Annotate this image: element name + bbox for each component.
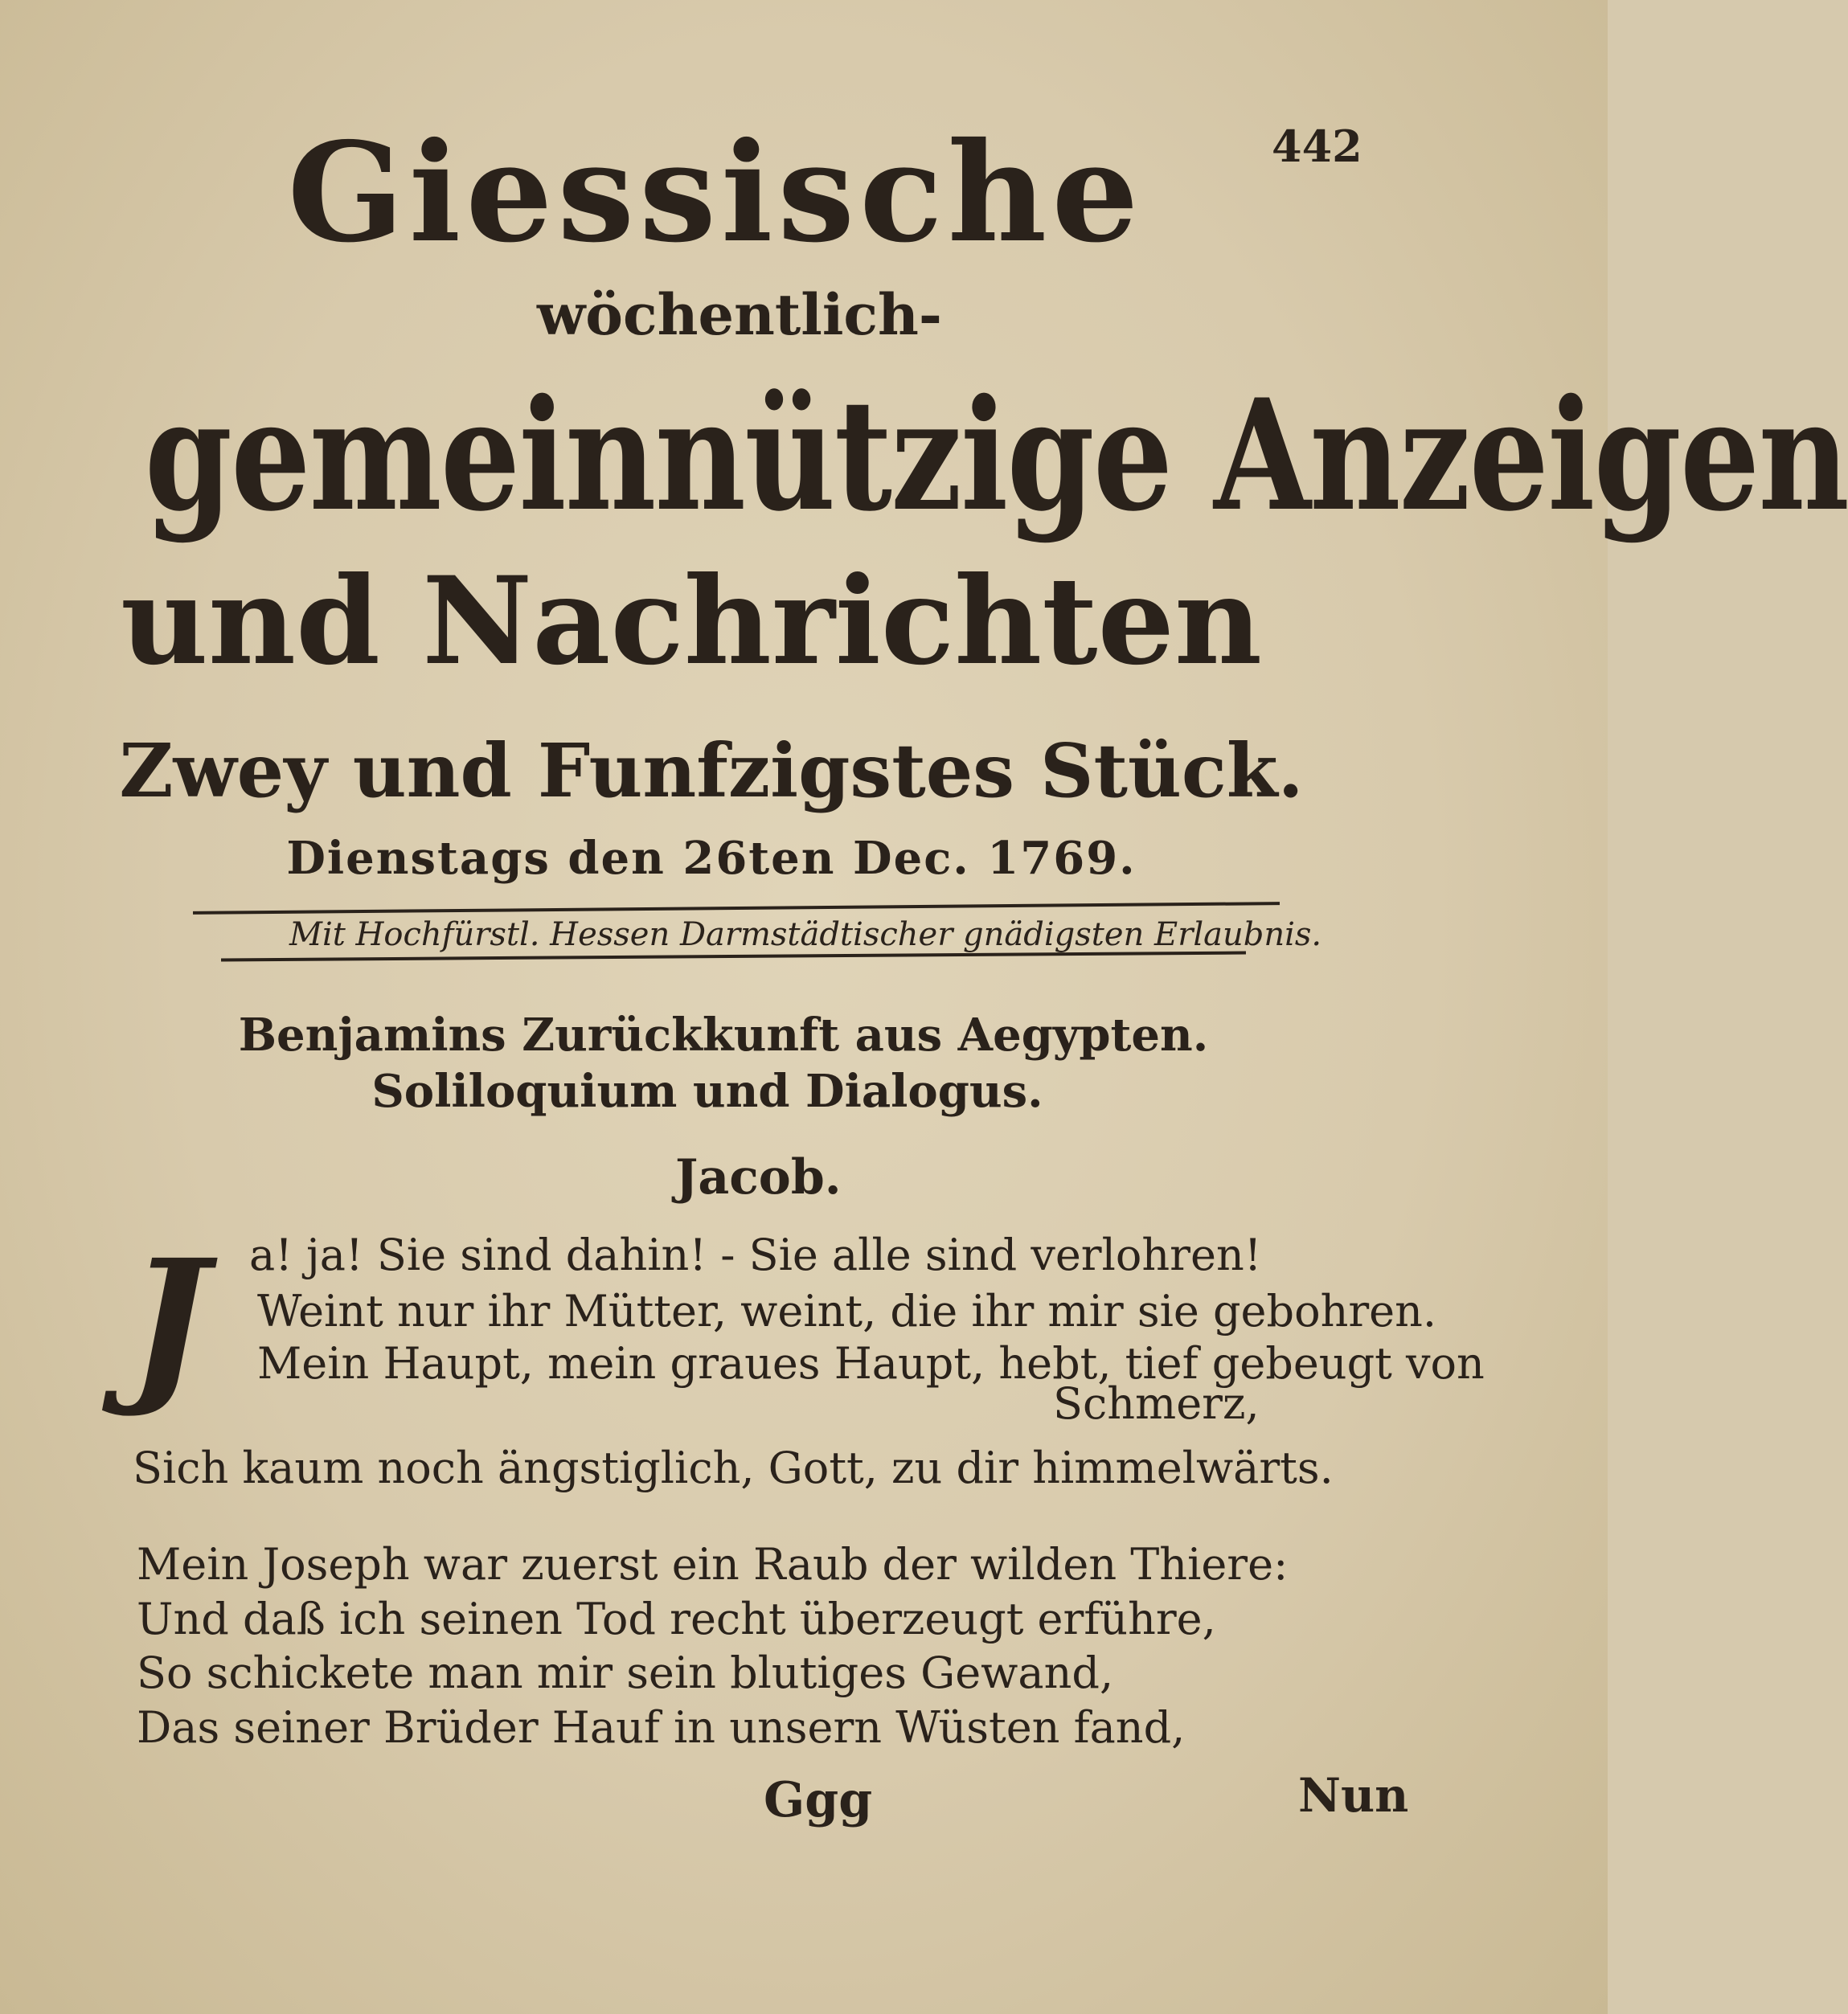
issue-number: Zwey und Funfzigstes Stück. <box>119 727 1304 814</box>
masthead-line-4: und Nachrichten <box>120 551 1263 692</box>
verse-line: Mein Haupt, mein graues Haupt, hebt, tief gebeugt von <box>257 1338 1485 1389</box>
drop-cap: J <box>129 1222 209 1421</box>
verse-line: a! ja! Sie sind dahin! - Sie alle sind verlohren! <box>249 1230 1262 1280</box>
top-rule <box>193 902 1280 915</box>
masthead-line-2: wöchentlich- <box>537 281 942 348</box>
masthead-line-3: gemeinnützige Anzeigen <box>145 366 1848 545</box>
signature-mark: Ggg <box>764 1772 873 1828</box>
verse-line: Das seiner Brüder Hauf in unsern Wüsten fand, <box>137 1702 1186 1753</box>
verse-line-continuation: Schmerz, <box>1053 1378 1260 1429</box>
masthead-title: Giessische <box>287 113 1144 273</box>
issue-date: Dienstags den 26ten Dec. 1769. <box>286 832 1137 885</box>
catchword: Nun <box>1298 1768 1409 1823</box>
verse-line: Weint nur ihr Mütter, weint, die ihr mir sie gebohren. <box>257 1286 1437 1337</box>
speaker-name: Jacob. <box>675 1149 842 1206</box>
verse-line: Sich kaum noch ängstiglich, Gott, zu dir himmelwärts. <box>133 1443 1334 1493</box>
article-title: Benjamins Zurückkunft aus Aegypten. <box>238 1009 1209 1062</box>
verse-line: Mein Joseph war zuerst ein Raub der wilden Thiere: <box>137 1539 1289 1590</box>
page-number: 442 <box>1272 121 1362 172</box>
verse-line: So schickete man mir sein blutiges Gewand, <box>137 1648 1114 1698</box>
verse-line: Und daß ich seinen Tod recht überzeugt erführe, <box>137 1594 1216 1644</box>
permit-line: Mit Hochfürstl. Hessen Darmstädtischer gnädigsten Erlaubnis. <box>289 916 1322 953</box>
article-subtitle: Soliloquium und Dialogus. <box>371 1065 1043 1118</box>
